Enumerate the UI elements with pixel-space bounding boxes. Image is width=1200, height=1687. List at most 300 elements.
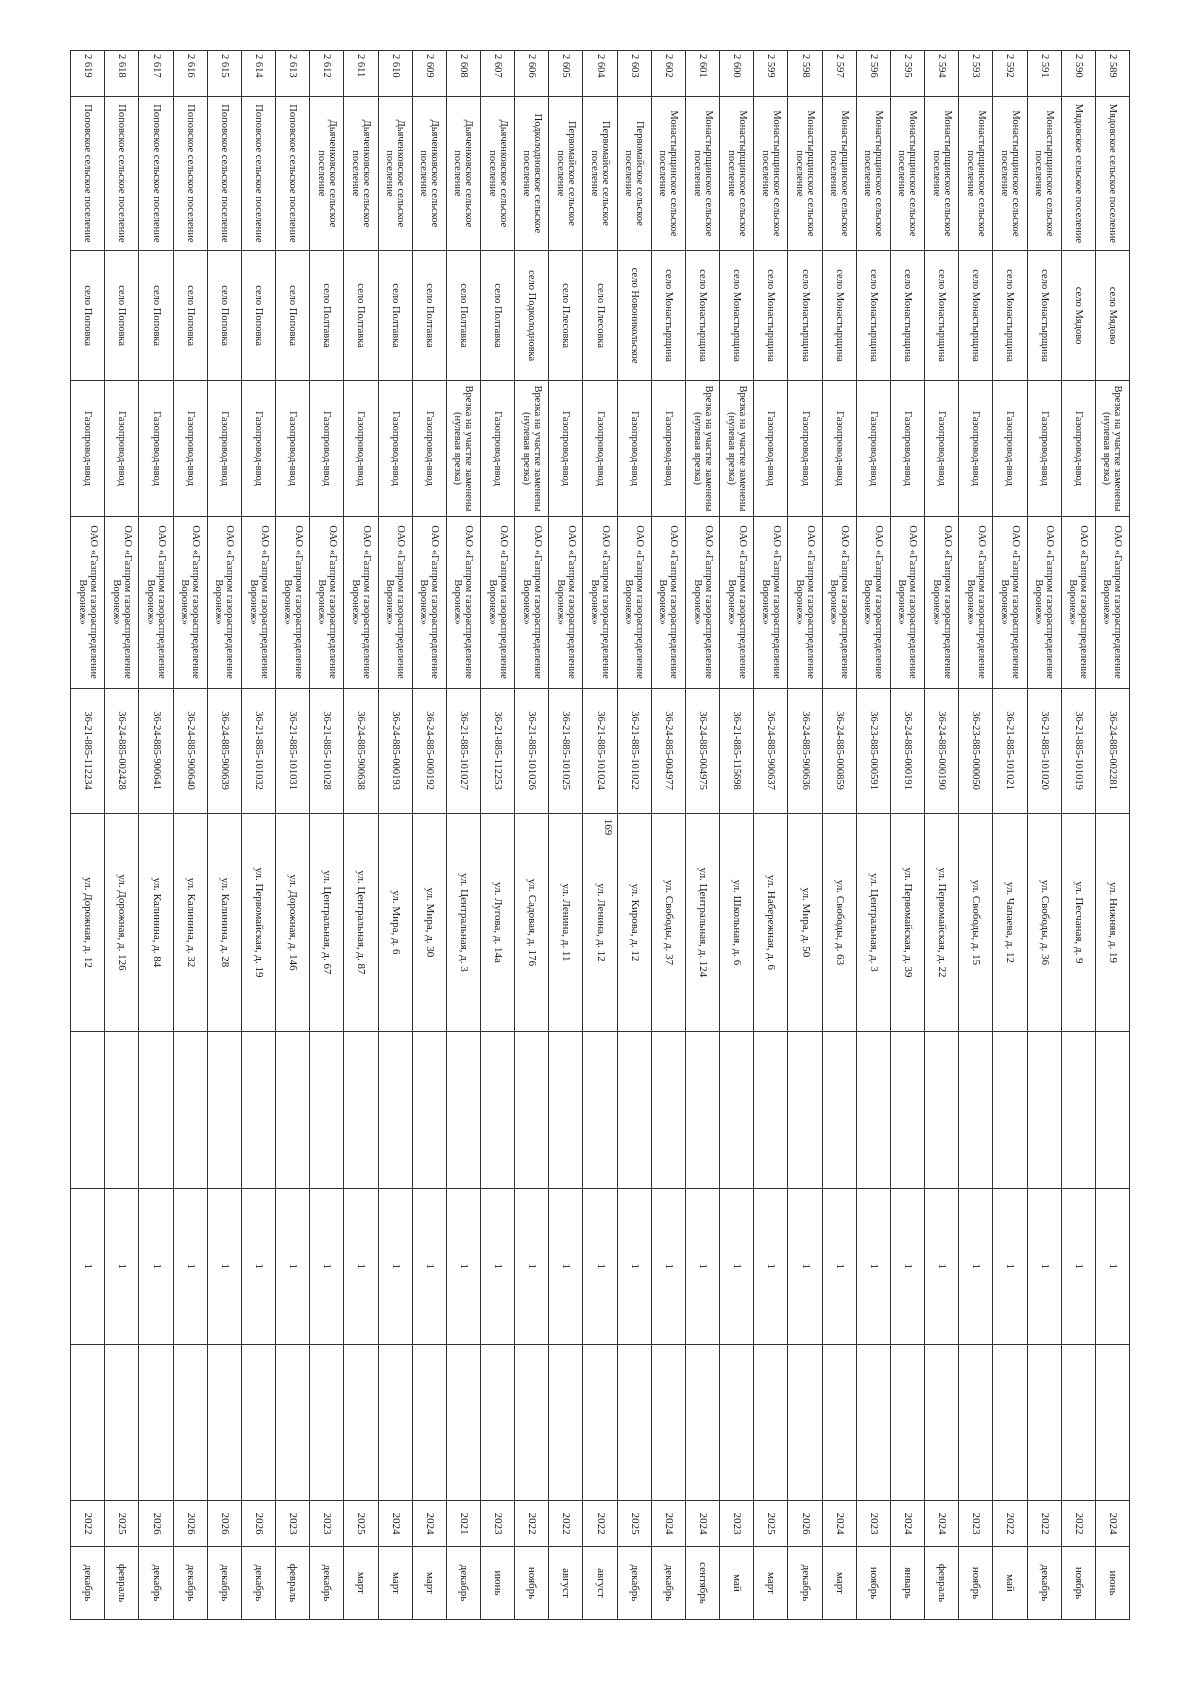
table-row	[412, 51, 446, 1620]
address-cell: ул. Свободы, д. 37	[651, 813, 685, 1032]
village-cell: село Поповка	[241, 251, 275, 381]
count-cell: 1	[310, 1188, 344, 1344]
empty-cell	[890, 1344, 924, 1500]
code-cell: 36-21-885-112253	[481, 688, 515, 813]
village-cell: село Полтавка	[378, 251, 412, 381]
operator-cell: ОАО «Газпром газораспределение Воронеж»	[412, 516, 446, 688]
code-cell: 36-23-885-000050	[959, 688, 993, 813]
work-type-cell: Газопровод-ввод	[959, 381, 993, 516]
row-number-cell: 2 598	[788, 51, 822, 97]
year-cell: 2026	[207, 1501, 241, 1547]
empty-cell	[207, 1344, 241, 1500]
row-number-cell: 2 594	[925, 51, 959, 97]
table-row	[344, 51, 378, 1620]
address-cell: ул. Лугова, д. 14а	[481, 813, 515, 1032]
empty-cell	[617, 1344, 651, 1500]
empty-cell	[139, 1032, 173, 1188]
code-cell: 36-21-885-101025	[549, 688, 583, 813]
table-row	[207, 51, 241, 1620]
count-cell: 1	[1061, 1188, 1095, 1344]
empty-cell	[1095, 1032, 1129, 1188]
count-cell: 1	[71, 1188, 105, 1344]
village-cell: село Поповка	[173, 251, 207, 381]
village-cell: село Мядово	[1061, 251, 1095, 381]
empty-cell	[993, 1032, 1027, 1188]
operator-cell: ОАО «Газпром газораспределение Воронеж»	[856, 516, 890, 688]
code-cell: 36-21-885-115698	[720, 688, 754, 813]
operator-cell: ОАО «Газпром газораспределение Воронеж»	[651, 516, 685, 688]
village-cell: село Монастырщина	[959, 251, 993, 381]
table-row	[993, 51, 1027, 1620]
address-cell: ул. Центральная, д. 3	[446, 813, 480, 1032]
month-cell: июнь	[1095, 1546, 1129, 1619]
code-cell: 36-21-885-101022	[617, 688, 651, 813]
code-cell: 36-21-885-101026	[515, 688, 549, 813]
empty-cell	[412, 1032, 446, 1188]
operator-cell: ОАО «Газпром газораспределение Воронеж»	[959, 516, 993, 688]
empty-cell	[1061, 1032, 1095, 1188]
empty-cell	[310, 1032, 344, 1188]
settlement-cell: Мядовское сельское поселение	[1061, 96, 1095, 250]
row-number-cell: 2 619	[71, 51, 105, 97]
empty-cell	[71, 1344, 105, 1500]
address-cell: ул. Калинина, д. 84	[139, 813, 173, 1032]
empty-cell	[173, 1032, 207, 1188]
settlement-cell: Дьяченковское сельское поселение	[378, 96, 412, 250]
month-cell: декабрь	[1027, 1546, 1061, 1619]
settlement-cell: Дьяченковское сельское поселение	[344, 96, 378, 250]
village-cell: село Монастырщина	[856, 251, 890, 381]
settlement-cell: Монастырщинское сельское поселение	[925, 96, 959, 250]
row-number-cell: 2 615	[207, 51, 241, 97]
empty-cell	[583, 1344, 617, 1500]
row-number-cell: 2 604	[583, 51, 617, 97]
settlement-cell: Первомайское сельское поселение	[617, 96, 651, 250]
empty-cell	[856, 1032, 890, 1188]
empty-cell	[310, 1344, 344, 1500]
village-cell: село Полтавка	[412, 251, 446, 381]
address-cell: ул. Школьная, д. 6	[720, 813, 754, 1032]
year-cell: 2024	[651, 1501, 685, 1547]
village-cell: село Плесовка	[549, 251, 583, 381]
address-cell: ул. Нижняя, д. 19	[1095, 813, 1129, 1032]
table-row	[139, 51, 173, 1620]
settlement-cell: Монастырщинское сельское поселение	[993, 96, 1027, 250]
operator-cell: ОАО «Газпром газораспределение Воронеж»	[549, 516, 583, 688]
address-cell: ул. Набережная, д. 6	[754, 813, 788, 1032]
empty-cell	[139, 1344, 173, 1500]
row-number-cell: 2 613	[276, 51, 310, 97]
work-type-cell: Газопровод-ввод	[481, 381, 515, 516]
village-cell: село Поповка	[105, 251, 139, 381]
table-row	[856, 51, 890, 1620]
operator-cell: ОАО «Газпром газораспределение Воронеж»	[1095, 516, 1129, 688]
settlement-cell: Подколодновское сельское поселение	[515, 96, 549, 250]
empty-cell	[71, 1032, 105, 1188]
operator-cell: ОАО «Газпром газораспределение Воронеж»	[378, 516, 412, 688]
address-cell: ул. Центральная, д. 67	[310, 813, 344, 1032]
code-cell: 36-24-885-900637	[754, 688, 788, 813]
table-row	[651, 51, 685, 1620]
empty-cell	[788, 1032, 822, 1188]
count-cell: 1	[685, 1188, 719, 1344]
month-cell: декабрь	[139, 1546, 173, 1619]
empty-cell	[651, 1032, 685, 1188]
work-type-cell: Газопровод-ввод	[651, 381, 685, 516]
table-row	[481, 51, 515, 1620]
operator-cell: ОАО «Газпром газораспределение Воронеж»	[583, 516, 617, 688]
month-cell: март	[822, 1546, 856, 1619]
year-cell: 2025	[105, 1501, 139, 1547]
month-cell: декабрь	[173, 1546, 207, 1619]
code-cell: 36-21-885-101032	[241, 688, 275, 813]
gas-connection-table	[70, 50, 1130, 1620]
table-row	[1027, 51, 1061, 1620]
village-cell: село Мядово	[1095, 251, 1129, 381]
work-type-cell: Газопровод-ввод	[412, 381, 446, 516]
operator-cell: ОАО «Газпром газораспределение Воронеж»	[822, 516, 856, 688]
settlement-cell: Монастырщинское сельское поселение	[822, 96, 856, 250]
village-cell: село Поповка	[276, 251, 310, 381]
table-row	[310, 51, 344, 1620]
month-cell: август	[549, 1546, 583, 1619]
row-number-cell: 2 591	[1027, 51, 1061, 97]
count-cell: 1	[959, 1188, 993, 1344]
village-cell: село Подколодновка	[515, 251, 549, 381]
work-type-cell: Газопровод-ввод	[549, 381, 583, 516]
empty-cell	[822, 1032, 856, 1188]
count-cell: 1	[207, 1188, 241, 1344]
address-cell: ул. Первомайская, д. 19	[241, 813, 275, 1032]
settlement-cell: Поповское сельское поселение	[241, 96, 275, 250]
count-cell: 1	[344, 1188, 378, 1344]
year-cell: 2022	[1061, 1501, 1095, 1547]
year-cell: 2026	[788, 1501, 822, 1547]
village-cell: село Монастырщина	[993, 251, 1027, 381]
operator-cell: ОАО «Газпром газораспределение Воронеж»	[446, 516, 480, 688]
row-number-cell: 2 590	[1061, 51, 1095, 97]
row-number-cell: 2 610	[378, 51, 412, 97]
year-cell: 2023	[481, 1501, 515, 1547]
work-type-cell: Газопровод-ввод	[583, 381, 617, 516]
work-type-cell: Газопровод-ввод	[207, 381, 241, 516]
settlement-cell: Поповское сельское поселение	[173, 96, 207, 250]
empty-cell	[890, 1032, 924, 1188]
count-cell: 1	[276, 1188, 310, 1344]
table-row	[549, 51, 583, 1620]
code-cell: 36-21-885-101031	[276, 688, 310, 813]
work-type-cell: Врезка на участке заменены (нулевая врезка)	[515, 381, 549, 516]
operator-cell: ОАО «Газпром газораспределение Воронеж»	[685, 516, 719, 688]
empty-cell	[378, 1344, 412, 1500]
work-type-cell: Газопровод-ввод	[617, 381, 651, 516]
empty-cell	[651, 1344, 685, 1500]
month-cell: май	[993, 1546, 1027, 1619]
row-number-cell: 2 618	[105, 51, 139, 97]
month-cell: декабрь	[71, 1546, 105, 1619]
year-cell: 2024	[1095, 1501, 1129, 1547]
year-cell: 2022	[515, 1501, 549, 1547]
month-cell: ноябрь	[1061, 1546, 1095, 1619]
address-cell: ул. Дорожная, д. 126	[105, 813, 139, 1032]
count-cell: 1	[1027, 1188, 1061, 1344]
village-cell: село Поповка	[139, 251, 173, 381]
empty-cell	[173, 1344, 207, 1500]
work-type-cell: Газопровод-ввод	[754, 381, 788, 516]
empty-cell	[481, 1032, 515, 1188]
settlement-cell: Первомайское сельское поселение	[549, 96, 583, 250]
row-number-cell: 2 612	[310, 51, 344, 97]
operator-cell: ОАО «Газпром газораспределение Воронеж»	[105, 516, 139, 688]
operator-cell: ОАО «Газпром газораспределение Воронеж»	[515, 516, 549, 688]
year-cell: 2026	[173, 1501, 207, 1547]
month-cell: март	[378, 1546, 412, 1619]
count-cell: 1	[583, 1188, 617, 1344]
operator-cell: ОАО «Газпром газораспределение Воронеж»	[1027, 516, 1061, 688]
empty-cell	[583, 1032, 617, 1188]
village-cell: село Поповка	[71, 251, 105, 381]
table-body	[71, 51, 1130, 1620]
empty-cell	[959, 1032, 993, 1188]
code-cell: 36-21-885-101020	[1027, 688, 1061, 813]
count-cell: 1	[754, 1188, 788, 1344]
work-type-cell: Врезка на участке заменены (нулевая врезка)	[1095, 381, 1129, 516]
year-cell: 2022	[993, 1501, 1027, 1547]
table-row	[788, 51, 822, 1620]
address-cell: ул. Садовая, д. 176	[515, 813, 549, 1032]
code-cell: 36-21-885-101024	[583, 688, 617, 813]
row-number-cell: 2 617	[139, 51, 173, 97]
operator-cell: ОАО «Газпром газораспределение Воронеж»	[925, 516, 959, 688]
code-cell: 36-24-885-000191	[890, 688, 924, 813]
count-cell: 1	[651, 1188, 685, 1344]
row-number-cell: 2 596	[856, 51, 890, 97]
settlement-cell: Монастырщинское сельское поселение	[651, 96, 685, 250]
empty-cell	[754, 1032, 788, 1188]
settlement-cell: Поповское сельское поселение	[71, 96, 105, 250]
operator-cell: ОАО «Газпром газораспределение Воронеж»	[1061, 516, 1095, 688]
code-cell: 36-24-885-002281	[1095, 688, 1129, 813]
year-cell: 2025	[344, 1501, 378, 1547]
year-cell: 2025	[754, 1501, 788, 1547]
code-cell: 36-21-885-101027	[446, 688, 480, 813]
empty-cell	[993, 1344, 1027, 1500]
work-type-cell: Газопровод-ввод	[1061, 381, 1095, 516]
address-cell: ул. Мира, д. 6	[378, 813, 412, 1032]
year-cell: 2023	[959, 1501, 993, 1547]
table-row	[241, 51, 275, 1620]
village-cell: село Монастырщина	[720, 251, 754, 381]
month-cell: март	[754, 1546, 788, 1619]
work-type-cell: Газопровод-ввод	[105, 381, 139, 516]
count-cell: 1	[822, 1188, 856, 1344]
month-cell: май	[720, 1546, 754, 1619]
count-cell: 1	[446, 1188, 480, 1344]
settlement-cell: Дьяченковское сельское поселение	[310, 96, 344, 250]
year-cell: 2024	[412, 1501, 446, 1547]
address-cell: ул. Мира, д. 30	[412, 813, 446, 1032]
year-cell: 2023	[856, 1501, 890, 1547]
address-cell: ул. Первомайская, д. 22	[925, 813, 959, 1032]
work-type-cell: Газопровод-ввод	[378, 381, 412, 516]
month-cell: сентябрь	[685, 1546, 719, 1619]
table-row	[720, 51, 754, 1620]
table-row	[105, 51, 139, 1620]
empty-cell	[241, 1032, 275, 1188]
count-cell: 1	[856, 1188, 890, 1344]
count-cell: 1	[993, 1188, 1027, 1344]
work-type-cell: Газопровод-ввод	[788, 381, 822, 516]
page-number: 169	[602, 818, 614, 836]
empty-cell	[446, 1032, 480, 1188]
work-type-cell: Врезка на участке заменены (нулевая врезка)	[446, 381, 480, 516]
year-cell: 2024	[890, 1501, 924, 1547]
work-type-cell: Газопровод-ввод	[71, 381, 105, 516]
operator-cell: ОАО «Газпром газораспределение Воронеж»	[173, 516, 207, 688]
address-cell: ул. Свободы, д. 15	[959, 813, 993, 1032]
address-cell: ул. Дорожная, д. 12	[71, 813, 105, 1032]
work-type-cell: Газопровод-ввод	[173, 381, 207, 516]
code-cell: 36-21-885-101028	[310, 688, 344, 813]
count-cell: 1	[412, 1188, 446, 1344]
empty-cell	[344, 1344, 378, 1500]
operator-cell: ОАО «Газпром газораспределение Воронеж»	[207, 516, 241, 688]
row-number-cell: 2 595	[890, 51, 924, 97]
count-cell: 1	[549, 1188, 583, 1344]
row-number-cell: 2 616	[173, 51, 207, 97]
operator-cell: ОАО «Газпром газораспределение Воронеж»	[276, 516, 310, 688]
count-cell: 1	[617, 1188, 651, 1344]
village-cell: село Монастырщина	[822, 251, 856, 381]
year-cell: 2022	[583, 1501, 617, 1547]
code-cell: 36-24-885-002428	[105, 688, 139, 813]
month-cell: март	[412, 1546, 446, 1619]
village-cell: село Полтавка	[344, 251, 378, 381]
table-row	[822, 51, 856, 1620]
empty-cell	[685, 1344, 719, 1500]
empty-cell	[720, 1032, 754, 1188]
operator-cell: ОАО «Газпром газораспределение Воронеж»	[993, 516, 1027, 688]
work-type-cell: Газопровод-ввод	[993, 381, 1027, 516]
month-cell: декабрь	[651, 1546, 685, 1619]
row-number-cell: 2 614	[241, 51, 275, 97]
rotated-table-container	[70, 50, 1130, 1620]
table-row	[925, 51, 959, 1620]
row-number-cell: 2 593	[959, 51, 993, 97]
code-cell: 36-24-885-900636	[788, 688, 822, 813]
code-cell: 36-24-885-900639	[207, 688, 241, 813]
empty-cell	[378, 1032, 412, 1188]
code-cell: 36-24-885-004975	[685, 688, 719, 813]
year-cell: 2024	[378, 1501, 412, 1547]
table-row	[446, 51, 480, 1620]
work-type-cell: Газопровод-ввод	[822, 381, 856, 516]
empty-cell	[276, 1032, 310, 1188]
table-row	[276, 51, 310, 1620]
work-type-cell: Газопровод-ввод	[276, 381, 310, 516]
operator-cell: ОАО «Газпром газораспределение Воронеж»	[241, 516, 275, 688]
count-cell: 1	[515, 1188, 549, 1344]
work-type-cell: Газопровод-ввод	[890, 381, 924, 516]
count-cell: 1	[105, 1188, 139, 1344]
row-number-cell: 2 592	[993, 51, 1027, 97]
empty-cell	[685, 1032, 719, 1188]
address-cell: ул. Чапаева, д. 12	[993, 813, 1027, 1032]
month-cell: декабрь	[241, 1546, 275, 1619]
count-cell: 1	[1095, 1188, 1129, 1344]
month-cell: декабрь	[617, 1546, 651, 1619]
settlement-cell: Монастырщинское сельское поселение	[1027, 96, 1061, 250]
empty-cell	[925, 1032, 959, 1188]
month-cell: июнь	[481, 1546, 515, 1619]
address-cell: ул. Калинина, д. 28	[207, 813, 241, 1032]
row-number-cell: 2 600	[720, 51, 754, 97]
address-cell: ул. Мира, д. 50	[788, 813, 822, 1032]
address-cell: ул. Свободы, д. 36	[1027, 813, 1061, 1032]
address-cell: ул. Ленина, д. 12	[583, 813, 617, 1032]
table-row	[71, 51, 105, 1620]
month-cell: февраль	[276, 1546, 310, 1619]
count-cell: 1	[241, 1188, 275, 1344]
village-cell: село Монастырщина	[890, 251, 924, 381]
code-cell: 36-21-885-112234	[71, 688, 105, 813]
year-cell: 2023	[276, 1501, 310, 1547]
month-cell: декабрь	[310, 1546, 344, 1619]
settlement-cell: Монастырщинское сельское поселение	[890, 96, 924, 250]
empty-cell	[515, 1032, 549, 1188]
work-type-cell: Газопровод-ввод	[925, 381, 959, 516]
village-cell: село Монастырщина	[651, 251, 685, 381]
table-row	[1061, 51, 1095, 1620]
count-cell: 1	[481, 1188, 515, 1344]
operator-cell: ОАО «Газпром газораспределение Воронеж»	[481, 516, 515, 688]
month-cell: январь	[890, 1546, 924, 1619]
empty-cell	[1095, 1344, 1129, 1500]
settlement-cell: Монастырщинское сельское поселение	[685, 96, 719, 250]
village-cell: село Полтавка	[310, 251, 344, 381]
village-cell: село Полтавка	[481, 251, 515, 381]
year-cell: 2025	[617, 1501, 651, 1547]
empty-cell	[515, 1344, 549, 1500]
year-cell: 2022	[1027, 1501, 1061, 1547]
work-type-cell: Газопровод-ввод	[139, 381, 173, 516]
empty-cell	[412, 1344, 446, 1500]
empty-cell	[549, 1032, 583, 1188]
operator-cell: ОАО «Газпром газораспределение Воронеж»	[788, 516, 822, 688]
work-type-cell: Врезка на участке заменены (нулевая врезка)	[685, 381, 719, 516]
code-cell: 36-24-885-900640	[173, 688, 207, 813]
row-number-cell: 2 599	[754, 51, 788, 97]
row-number-cell: 2 608	[446, 51, 480, 97]
month-cell: ноябрь	[515, 1546, 549, 1619]
table-row	[515, 51, 549, 1620]
table-row	[173, 51, 207, 1620]
village-cell: село Монастырщина	[788, 251, 822, 381]
village-cell: село Монастырщина	[754, 251, 788, 381]
operator-cell: ОАО «Газпром газораспределение Воронеж»	[310, 516, 344, 688]
year-cell: 2024	[822, 1501, 856, 1547]
settlement-cell: Поповское сельское поселение	[207, 96, 241, 250]
month-cell: декабрь	[788, 1546, 822, 1619]
row-number-cell: 2 606	[515, 51, 549, 97]
year-cell: 2022	[549, 1501, 583, 1547]
table-row	[685, 51, 719, 1620]
address-cell: ул. Дорожная, д. 146	[276, 813, 310, 1032]
code-cell: 36-24-885-004977	[651, 688, 685, 813]
settlement-cell: Дьяченковское сельское поселение	[481, 96, 515, 250]
address-cell: ул. Песчаная, д. 9	[1061, 813, 1095, 1032]
village-cell: село Монастырщина	[685, 251, 719, 381]
